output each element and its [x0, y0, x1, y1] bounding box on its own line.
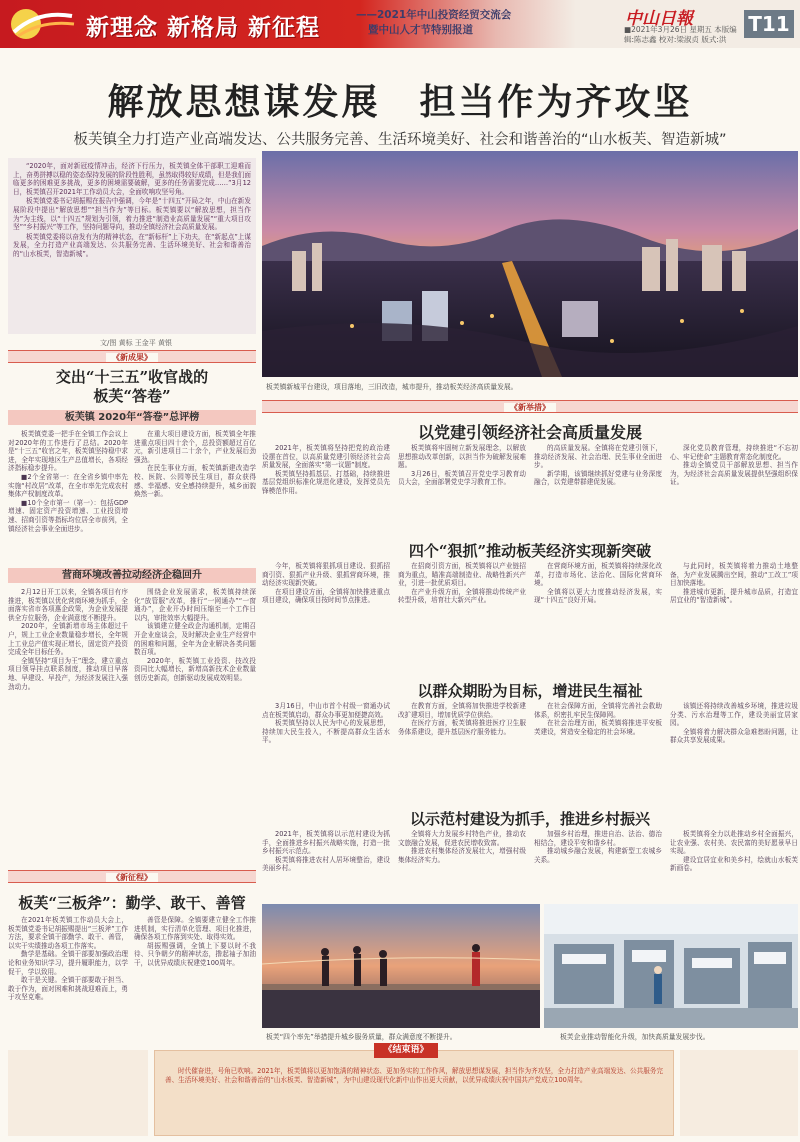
banner-emblem-icon [8, 6, 78, 42]
article-paragraph: 在项目建设方面，全镇将加快推进重点项目建设，确保项目按时间节点推进。 [262, 587, 390, 605]
section-tag-new-journey [8, 870, 256, 883]
article-column [262, 830, 390, 900]
intro-block [8, 158, 256, 334]
intro-paragraph: 板芙镇党委书记胡振赐在报告中强调，今年是“十四五”开局之年，中山在新发展阶段中提出“解放思想”“担当作为”等目标。板芙镇要以“解放思想，担当作为”为主线，以“十四五”规划为引领，着力推进“制造业高质量发展”“重大项目攻坚”“乡村振兴”等工作，坚持问题导向，推动全镇经济社会高质量发展。 [13, 197, 251, 232]
section-bar-scorecard: 板芙镇 2020年“答卷”总评榜 [8, 410, 256, 425]
paper-info: ■2021年3月26日 星期五 本版编辑:陈志鑫 校对:梁淑贞 版式:洪 [624, 25, 737, 44]
article-paragraph: 板芙镇党委一把手在全镇工作会议上对2020年的工作进行了总结。2020年是“十三五”收官之年，板芙镇坚持稳中求进，全年实现地区生产总值增长，各项经济指标稳步提升。 [8, 430, 128, 473]
article-paragraph: 建设宜居宜业和美乡村，绘就山水板芙新画卷。 [670, 855, 798, 873]
banner-subtitle-line2: 暨中山人才节特别报道 [368, 24, 473, 36]
article-paragraph: 全镇将以更大力度推动经济发展，实现“十四五”良好开局。 [534, 587, 662, 605]
closing-tag: 《结束语》 [374, 1043, 438, 1058]
section-title-results [8, 368, 256, 406]
town-night-aerial-photo [262, 151, 798, 377]
page-headline: 解放思想谋发展 担当作为齐攻坚 [107, 81, 693, 123]
article-paragraph: 板芙镇坚持抓基层、打基础，持续推进基层党组织标准化规范化建设，发挥党员先锋模范作用。 [262, 469, 390, 495]
factory-photo-caption: 板芙企业推动智能化升级，加快高质量发展步伐。 [560, 1033, 710, 1041]
article-paragraph: 在2021年板芙镇工作动员大会上，板芙镇党委书记胡振赐提出“三板斧”工作方法，要求全镇干部勤学、敢干、善管，以实干实绩推动各项工作落实。 [8, 916, 128, 950]
article-paragraph: 今年，板芙镇将狠抓项目建设、狠抓招商引资、狠抓产业升级、狠抓营商环境，推动经济实现新突破。 [262, 562, 390, 588]
page-number: T11 [744, 10, 794, 38]
article-paragraph: 的高质量发展。全镇将在党建引领下，推动经济发展、社会治理、民生事业全面进步。 [534, 444, 662, 470]
newspaper-masthead: 中山日報 [625, 9, 693, 29]
article-column [534, 830, 662, 900]
article-paragraph: 该镇建立健全政企沟通机制，定期召开企业座谈会，及时解决企业生产经营中的困难和问题，全年为企业解决各类问题数百项。 [134, 622, 256, 657]
main-photo-caption: 板芙镇新城平台建设，项目落地，三旧改造，城市提升，推动板芙经济高质量发展。 [266, 383, 518, 391]
article-column [398, 444, 526, 516]
article-column [8, 916, 128, 1042]
section-title-line: 板芙“答卷” [93, 387, 171, 405]
article-paragraph: 在教育方面，全镇将加快推进学校新建改扩建项目，增加优质学位供给。 [398, 702, 526, 719]
intro-paragraph: 板芙镇党委将以奋发有为的精神状态，在“新标杆”上下功夫，在“新起点”上谋发展，全力打造产业高端发达、公共服务完善、生活环境美好、社会和谐善治的“山水板芙，智造新城”。 [13, 232, 251, 258]
section-title-rural-revitalization: 以示范村建设为抓手，推进乡村振兴 [409, 810, 650, 828]
article-paragraph: 板芙镇将牢固树立新发展理念，以解放思想推动改革创新，以担当作为破解发展难题。 [398, 444, 526, 470]
article-paragraph: 板芙镇将全力以赴推动乡村全面振兴，让农业强、农村美、农民富的美好愿景早日实现。 [670, 830, 798, 856]
article-paragraph: 全镇将大力发展乡村特色产业，推动农文旅融合发展，促进农民增收致富。 [398, 830, 526, 847]
article-column [134, 916, 256, 1042]
article-paragraph: 板芙镇坚持以人民为中心的发展思想，持续加大民生投入，不断提高群众生活水平。 [262, 719, 390, 745]
article-paragraph: 在社会保障方面，全镇将完善社会救助体系，织密扎牢民生保障网。 [534, 702, 662, 719]
section-tag-label: 《新举措》 [504, 403, 556, 412]
article-paragraph: 2020年，板芙镇工业投资、技改投资同比大幅增长，新增高新技术企业数量创历史新高，创新驱动发展成效明显。 [134, 656, 256, 682]
article-paragraph: 与此同时，板芙镇将着力推动土地整备，为产业发展腾出空间，推动“工改工”项目加快落地。 [670, 562, 798, 588]
article-paragraph: 在民生事业方面，板芙镇新建改造学校、医院、公园等民生项目，群众获得感、幸福感、安全感持续提升，城乡面貌焕然一新。 [134, 464, 256, 499]
article-paragraph: 2月12日开工以来，全镇各项目有序推进，板芙镇以优化营商环境为抓手，全面落实省市各项惠企政策，为企业发展提供全方位服务，企业满意度不断提升。 [8, 588, 128, 622]
article-column [534, 444, 662, 516]
article-paragraph: 2020年，全镇新增市场主体超过千户，规上工业企业数量稳步增长，全年规上工业总产值实现正增长，固定资产投资完成全年目标任务。 [8, 622, 128, 657]
article-paragraph: 2021年，板芙镇将坚持把党的政治建设摆在首位，以高质量党建引领经济社会高质量发展，全面落实“第一议题”制度。 [262, 444, 390, 470]
banner-subtitle [356, 8, 511, 38]
article-paragraph: 在营商环境方面，板芙镇将持续深化改革，打造市场化、法治化、国际化营商环境。 [534, 562, 662, 588]
article-paragraph: 板芙镇将推进农村人居环境整治，建设美丽乡村。 [262, 855, 390, 873]
article-column [670, 444, 798, 516]
article-paragraph: 推进农村集体经济发展壮大，增强村级集体经济实力。 [398, 847, 526, 864]
article-paragraph: 在重大项目建设方面，板芙镇全年推进重点项目四十余个，总投资额超过百亿元，新引进项目二十余个，产业发展后劲强劲。 [134, 430, 256, 464]
article-column [670, 702, 798, 798]
section-title-line: 交出“十三五”收官战的 [55, 368, 209, 386]
article-paragraph: ■10个全市第一（第一）：包括GDP增速、固定资产投资增速、工业投资增速、招商引资等指标均位居全市前列，全镇经济社会事业全面进步。 [8, 498, 128, 533]
section-tag-label: 《新征程》 [106, 873, 158, 882]
article-paragraph: 围绕企业发展需求，板芙镇持续深化“放管服”改革，推行“一网通办”“一窗通办”，企业开办时间压缩至一个工作日以内，审批效率大幅提升。 [134, 588, 256, 622]
article-column [670, 830, 798, 900]
riverside-people-photo [262, 904, 540, 1028]
article-paragraph: 在社会治理方面，板芙镇将推进平安板芙建设，营造安全稳定的社会环境。 [534, 719, 662, 736]
article-paragraph: 3月16日，中山市首个村级一窗通办试点在板芙镇启动，群众办事更加便捷高效。 [262, 702, 390, 719]
article-column [134, 430, 256, 548]
article-column [398, 830, 526, 900]
article-paragraph: 推动城乡融合发展，构建新型工农城乡关系。 [534, 847, 662, 864]
section-tag-label: 《新成果》 [106, 353, 158, 362]
banner-slogan: 新理念 新格局 新征程 [86, 15, 321, 41]
byline: 文/图 黄标 王金平 黄银 [100, 339, 173, 347]
header-banner [0, 0, 800, 48]
article-column [262, 562, 390, 662]
closing-side-decoration [680, 1050, 798, 1136]
article-paragraph: 全镇坚持“项目为王”理念，建立重点项目领导挂点联系制度，推动项目早落地、早建设、早投产，为经济发展注入强劲动力。 [8, 656, 128, 691]
section-title-four-focus: 四个“狠抓”推动板芙经济实现新突破 [408, 542, 652, 560]
article-paragraph: 在产业升级方面，全镇将推动传统产业转型升级，培育壮大新兴产业。 [398, 587, 526, 605]
section-bar-business-environment: 营商环境改善拉动经济企稳回升 [8, 568, 256, 583]
factory-production-photo [544, 904, 798, 1028]
riverside-photo-caption: 板芙“四个率先”举措提升城乡服务质量，群众满意度不断提升。 [266, 1033, 457, 1041]
article-paragraph: 在医疗方面，板芙镇将推进医疗卫生服务体系建设，提升基层医疗服务能力。 [398, 719, 526, 736]
section-tag-new-results [8, 350, 256, 363]
article-paragraph: 善管是保障。全镇要建立健全工作推进机制，实行清单化管理、项目化推进，确保各项工作落到实处、取得实效。 [134, 916, 256, 942]
article-column [8, 430, 128, 548]
article-column [534, 702, 662, 798]
article-paragraph: 推动全镇党员干部解放思想、担当作为，为经济社会高质量发展提供坚强组织保证。 [670, 461, 798, 487]
article-paragraph: 2021年，板芙镇将以示范村建设为抓手，全面推进乡村振兴战略实施，打造一批乡村振兴示范点。 [262, 830, 390, 856]
closing-block [154, 1050, 674, 1136]
article-paragraph: ■2个全省第一：在全省乡镇中率先实施“村改居”改革，在全市率先完成农村集体产权制度改革。 [8, 472, 128, 499]
article-column [262, 702, 390, 798]
article-paragraph: 全镇将着力解决群众急难愁盼问题，让群众共享发展成果。 [670, 727, 798, 745]
article-column [534, 562, 662, 662]
article-column [398, 562, 526, 662]
article-column [262, 444, 390, 516]
banner-subtitle-line1: ——2021年中山投资经贸交流会 [356, 9, 512, 21]
article-paragraph: 推进城市更新，提升城市品质，打造宜居宜业的“智造新城”。 [670, 587, 798, 605]
article-column [8, 588, 128, 838]
section-title-party-building: 以党建引领经济社会高质量发展 [417, 423, 642, 442]
article-paragraph: 胡振赐强调，全镇上下要以时不我待、只争朝夕的精神状态，撸起袖子加油干，以优异成绩庆祝建党100周年。 [134, 941, 256, 967]
page-subheadline: 板芙镇全力打造产业高端发达、公共服务完善、生活环境美好、社会和谐善治的“山水板芙、智造新城” [73, 132, 727, 148]
article-paragraph: 新学期，该镇继续抓好党建与业务深度融合，以党建带群建促发展。 [534, 469, 662, 487]
closing-text: 时代催奋进，号角已吹响。2021年，板芙镇将以更加饱满的精神状态、更加务实的工作作风，解放思想谋发展，担当作为齐攻坚，全力打造产业高端发达、公共服务完善、生活环境美好、社会和谐善治的“山水板芙、智造新城”，为中山建设现代化新中山作出更大贡献，以优异成绩庆祝中国共产党成立100周年。 [165, 1067, 663, 1084]
intro-paragraph: “2020年，面对新冠疫情冲击，经济下行压力，板芙镇全体干部职工迎难而上，奋勇拼搏以稳的姿态保持发展的阶段性胜利，虽然取得较好成绩，但是我们面临更多的困难更多挑战，更多的困境需要破解，更多的任务需要完成……”3月12日，板芙镇召开2021年工作动员大会，全面吹响攻坚号角。 [13, 162, 251, 196]
article-column [134, 588, 256, 838]
closing-side-decoration [8, 1050, 148, 1136]
section-tag-new-measures [262, 400, 798, 413]
article-paragraph: 该镇还将持续改善城乡环境，推进垃圾分类、污水治理等工作，建设美丽宜居家园。 [670, 702, 798, 728]
article-paragraph: 在招商引资方面，板芙镇将以产业链招商为重点，瞄准高端制造业、战略性新兴产业，引进一批优质项目。 [398, 562, 526, 588]
article-paragraph: 敢干是关键。全镇干部要敢于担当、敢于作为，面对困难和挑战迎难而上，勇于攻坚克难。 [8, 976, 128, 1002]
article-column [670, 562, 798, 662]
article-paragraph: 加强乡村治理，推进自治、法治、德治相结合，建设平安和谐乡村。 [534, 830, 662, 847]
article-column [398, 702, 526, 798]
article-paragraph: 3月26日，板芙镇召开党史学习教育动员大会，全面部署党史学习教育工作。 [398, 469, 526, 487]
section-title-livelihood: 以群众期盼为目标，增进民生福祉 [417, 682, 643, 700]
section-title-three-axes: 板芙“三板斧”：勤学、敢干、善管 [18, 894, 246, 912]
article-paragraph: 深化党员教育管理，持续推进“不忘初心、牢记使命”主题教育常态化制度化。 [670, 444, 798, 461]
article-paragraph: 勤学是基础。全镇干部要加强政治理论和业务知识学习，提升履职能力，以学促干，学以致用。 [8, 950, 128, 976]
